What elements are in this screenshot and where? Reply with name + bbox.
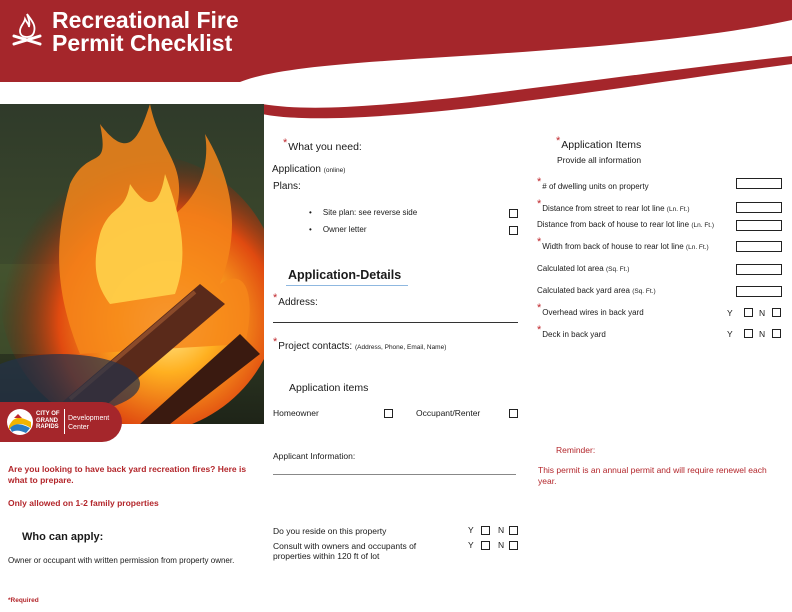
consult-yes-checkbox[interactable] [481, 541, 490, 550]
deck-no-checkbox[interactable] [772, 329, 781, 338]
lot-area-field[interactable] [736, 264, 782, 275]
reminder-heading: Reminder: [556, 445, 596, 455]
reminder-text: This permit is an annual permit and will require renewel each year. [538, 465, 767, 486]
consult-no-label: N [498, 540, 505, 550]
page-title [52, 9, 239, 55]
campfire-photo [0, 104, 264, 424]
provide-all-info: Provide all information [557, 155, 642, 165]
reside-question: Do you reside on this property [273, 526, 387, 536]
project-contacts-label: *Project contacts: (Address, Phone, Email, Name) [273, 336, 447, 352]
item-overhead-wires: *Overhead wires in back yard [537, 302, 644, 317]
what-you-need-heading: *What you need: [283, 137, 362, 153]
reside-no-checkbox[interactable] [509, 526, 518, 535]
street-to-rear-field[interactable] [736, 202, 782, 213]
owner-letter-checkbox[interactable] [509, 226, 518, 235]
item-width-house-to-rear: *Width from back of house to rear lot line (Ln. Ft.) [537, 236, 709, 251]
consult-yes-label: Y [468, 540, 474, 550]
consult-question: Consult with owners and occupants of properties within 120 ft of lot [273, 541, 417, 561]
logo-divider [64, 409, 65, 434]
occupant-checkbox[interactable] [509, 409, 518, 418]
allowed-note: Only allowed on 1-2 family properties [8, 498, 159, 508]
homeowner-checkbox[interactable] [384, 409, 393, 418]
overhead-no-label: N [759, 308, 766, 318]
dwelling-units-field[interactable] [736, 178, 782, 189]
details-heading-underline [286, 285, 408, 286]
consult-no-checkbox[interactable] [509, 541, 518, 550]
address-label: *Address: [273, 292, 318, 308]
reside-yes-checkbox[interactable] [481, 526, 490, 535]
house-to-rear-field[interactable] [736, 220, 782, 231]
back-yard-area-field[interactable] [736, 286, 782, 297]
campfire-icon [10, 12, 44, 46]
city-logo-icon [6, 408, 34, 436]
site-plan-checkbox[interactable] [509, 209, 518, 218]
required-note: *Required [8, 597, 39, 604]
overhead-yes-label: Y [727, 308, 733, 318]
applicant-information-field[interactable] [273, 474, 516, 475]
application-label: Application (online) [272, 164, 346, 175]
occupant-label: Occupant/Renter [416, 408, 481, 418]
plans-item-owner-letter: • Owner letter [309, 225, 367, 234]
homeowner-label: Homeowner [273, 408, 319, 418]
who-can-apply-text: Owner or occupant with written permission from property owner. [8, 556, 235, 565]
item-dwelling-units: *# of dwelling units on property [537, 176, 649, 191]
title-line-1: Recreational Fire [52, 7, 239, 33]
item-street-to-rear: *Distance from street to rear lot line (Ln. Ft.) [537, 198, 690, 213]
address-field[interactable] [273, 322, 518, 323]
item-back-yard-area: Calculated back yard area (Sq. Ft.) [537, 286, 656, 295]
who-can-apply-heading: Who can apply: [22, 531, 104, 543]
overhead-yes-checkbox[interactable] [744, 308, 753, 317]
department-name: Development Center [68, 415, 110, 431]
reside-no-label: N [498, 525, 505, 535]
deck-yes-checkbox[interactable] [744, 329, 753, 338]
deck-no-label: N [759, 329, 766, 339]
intro-text: Are you looking to have back yard recreation fires? Here is what to prepare. [8, 464, 247, 485]
city-name: CITY OF GRAND RAPIDS [36, 411, 60, 430]
title-line-2: Permit Checklist [52, 30, 233, 56]
reside-yes-label: Y [468, 525, 474, 535]
plans-item-site-plan: • Site plan: see reverse side [309, 208, 418, 217]
item-deck: *Deck in back yard [537, 324, 606, 339]
applicant-information-label: Applicant Information: [273, 451, 356, 461]
plans-label: Plans: [273, 181, 301, 192]
deck-yes-label: Y [727, 329, 733, 339]
item-lot-area: Calculated lot area (Sq. Ft.) [537, 264, 630, 273]
width-house-to-rear-field[interactable] [736, 241, 782, 252]
overhead-no-checkbox[interactable] [772, 308, 781, 317]
application-details-heading: Application-Details [288, 268, 402, 282]
application-items-right-heading: *Application Items [556, 135, 642, 151]
application-items-heading: Application items [289, 382, 369, 394]
item-house-to-rear: Distance from back of house to rear lot line (Ln. Ft.) [537, 220, 715, 229]
